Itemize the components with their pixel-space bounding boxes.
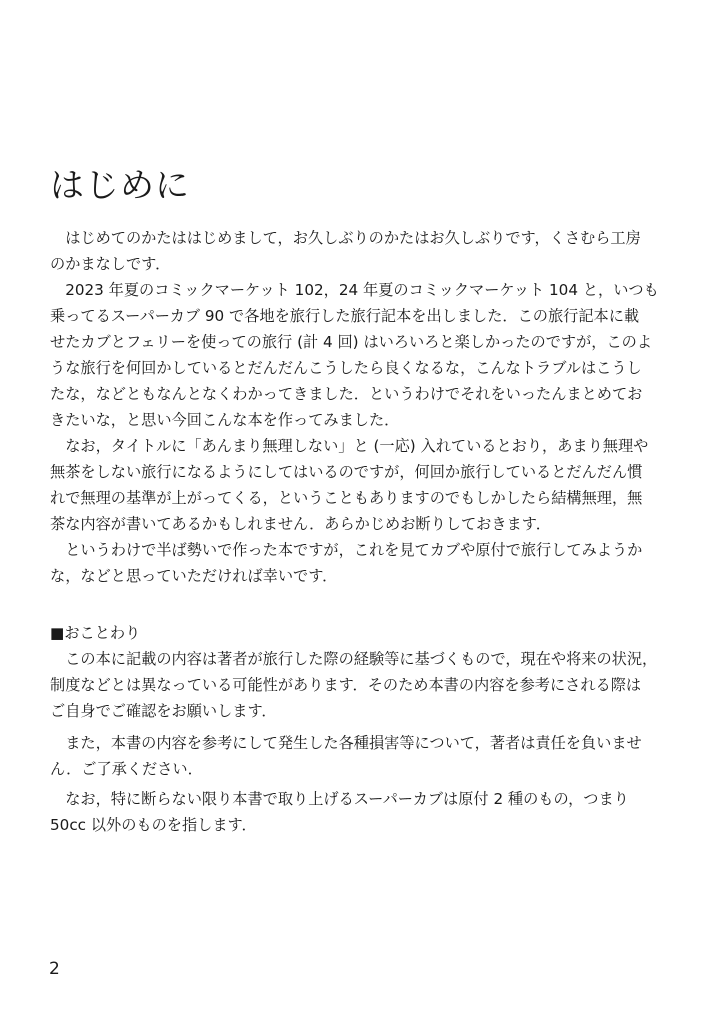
notice-line: この本に記載の内容は著者が旅行した際の経験等に基づくもので，現在や将来の状況， <box>50 650 658 668</box>
page-title: はじめに <box>50 166 190 206</box>
notice-line: ん．ご了承ください． <box>50 760 203 778</box>
intro-line: というわけで半ば勢いで作った本ですが，これを見てカブや原付で旅行してみようか <box>50 541 643 559</box>
intro-line: のかまなしです． <box>50 255 171 273</box>
intro-line: なお，タイトルに「あんまり無理しない」と (一応) 入れているとおり，あまり無理や <box>50 437 649 455</box>
intro-line: たな，などともなんとなくわかってきました．というわけでそれをいったんまとめてお <box>50 385 643 403</box>
intro-line: 乗ってるスーパーカブ 90 で各地を旅行した旅行記本を出しました．この旅行記本に載 <box>50 307 640 325</box>
notice-line: ご自身でご確認をお願いします． <box>50 702 277 720</box>
notice-line: また，本書の内容を参考にして発生した各種損害等について，著者は責任を負いませ <box>50 734 642 752</box>
notice-line: 50cc 以外のものを指します． <box>50 816 257 834</box>
intro-line: きたいな，と思い今回こんな本を作ってみました． <box>50 411 400 429</box>
page-number: 2 <box>49 959 60 979</box>
intro-line: な，などと思っていただければ幸いです． <box>50 567 338 585</box>
intro-line: うな旅行を何回かしているとだんだんこうしたら良くなるな，こんなトラブルはこうし <box>50 359 642 377</box>
notice-line: なお，特に断らない限り本書で取り上げるスーパーカブは原付 2 種のもの，つまり <box>50 790 629 808</box>
intro-line: れで無理の基準が上がってくる，ということもありますのでもしかしたら結構無理，無 <box>50 489 643 507</box>
intro-line: 2023 年夏のコミックマーケット 102，24 年夏のコミックマーケット 104 と，いつも <box>50 281 659 299</box>
notice-line: 制度などとは異なっている可能性があります．そのため本書の内容を参考にされる際は <box>50 676 642 694</box>
intro-line: はじめてのかたははじめまして，お久しぶりのかたはお久しぶりです，くさむら工房 <box>50 229 641 247</box>
intro-line: 無茶をしない旅行になるようにしてはいるのですが，何回か旅行しているとだんだん慣 <box>50 463 643 481</box>
intro-line: 茶な内容が書いてあるかもしれません．あらかじめお断りしておきます． <box>50 515 551 533</box>
notice-heading: ■おことわり <box>50 624 141 642</box>
intro-line: せたカブとフェリーを使っての旅行 (計 4 回) はいろいろと楽しかったのですが，このよ <box>50 333 653 351</box>
